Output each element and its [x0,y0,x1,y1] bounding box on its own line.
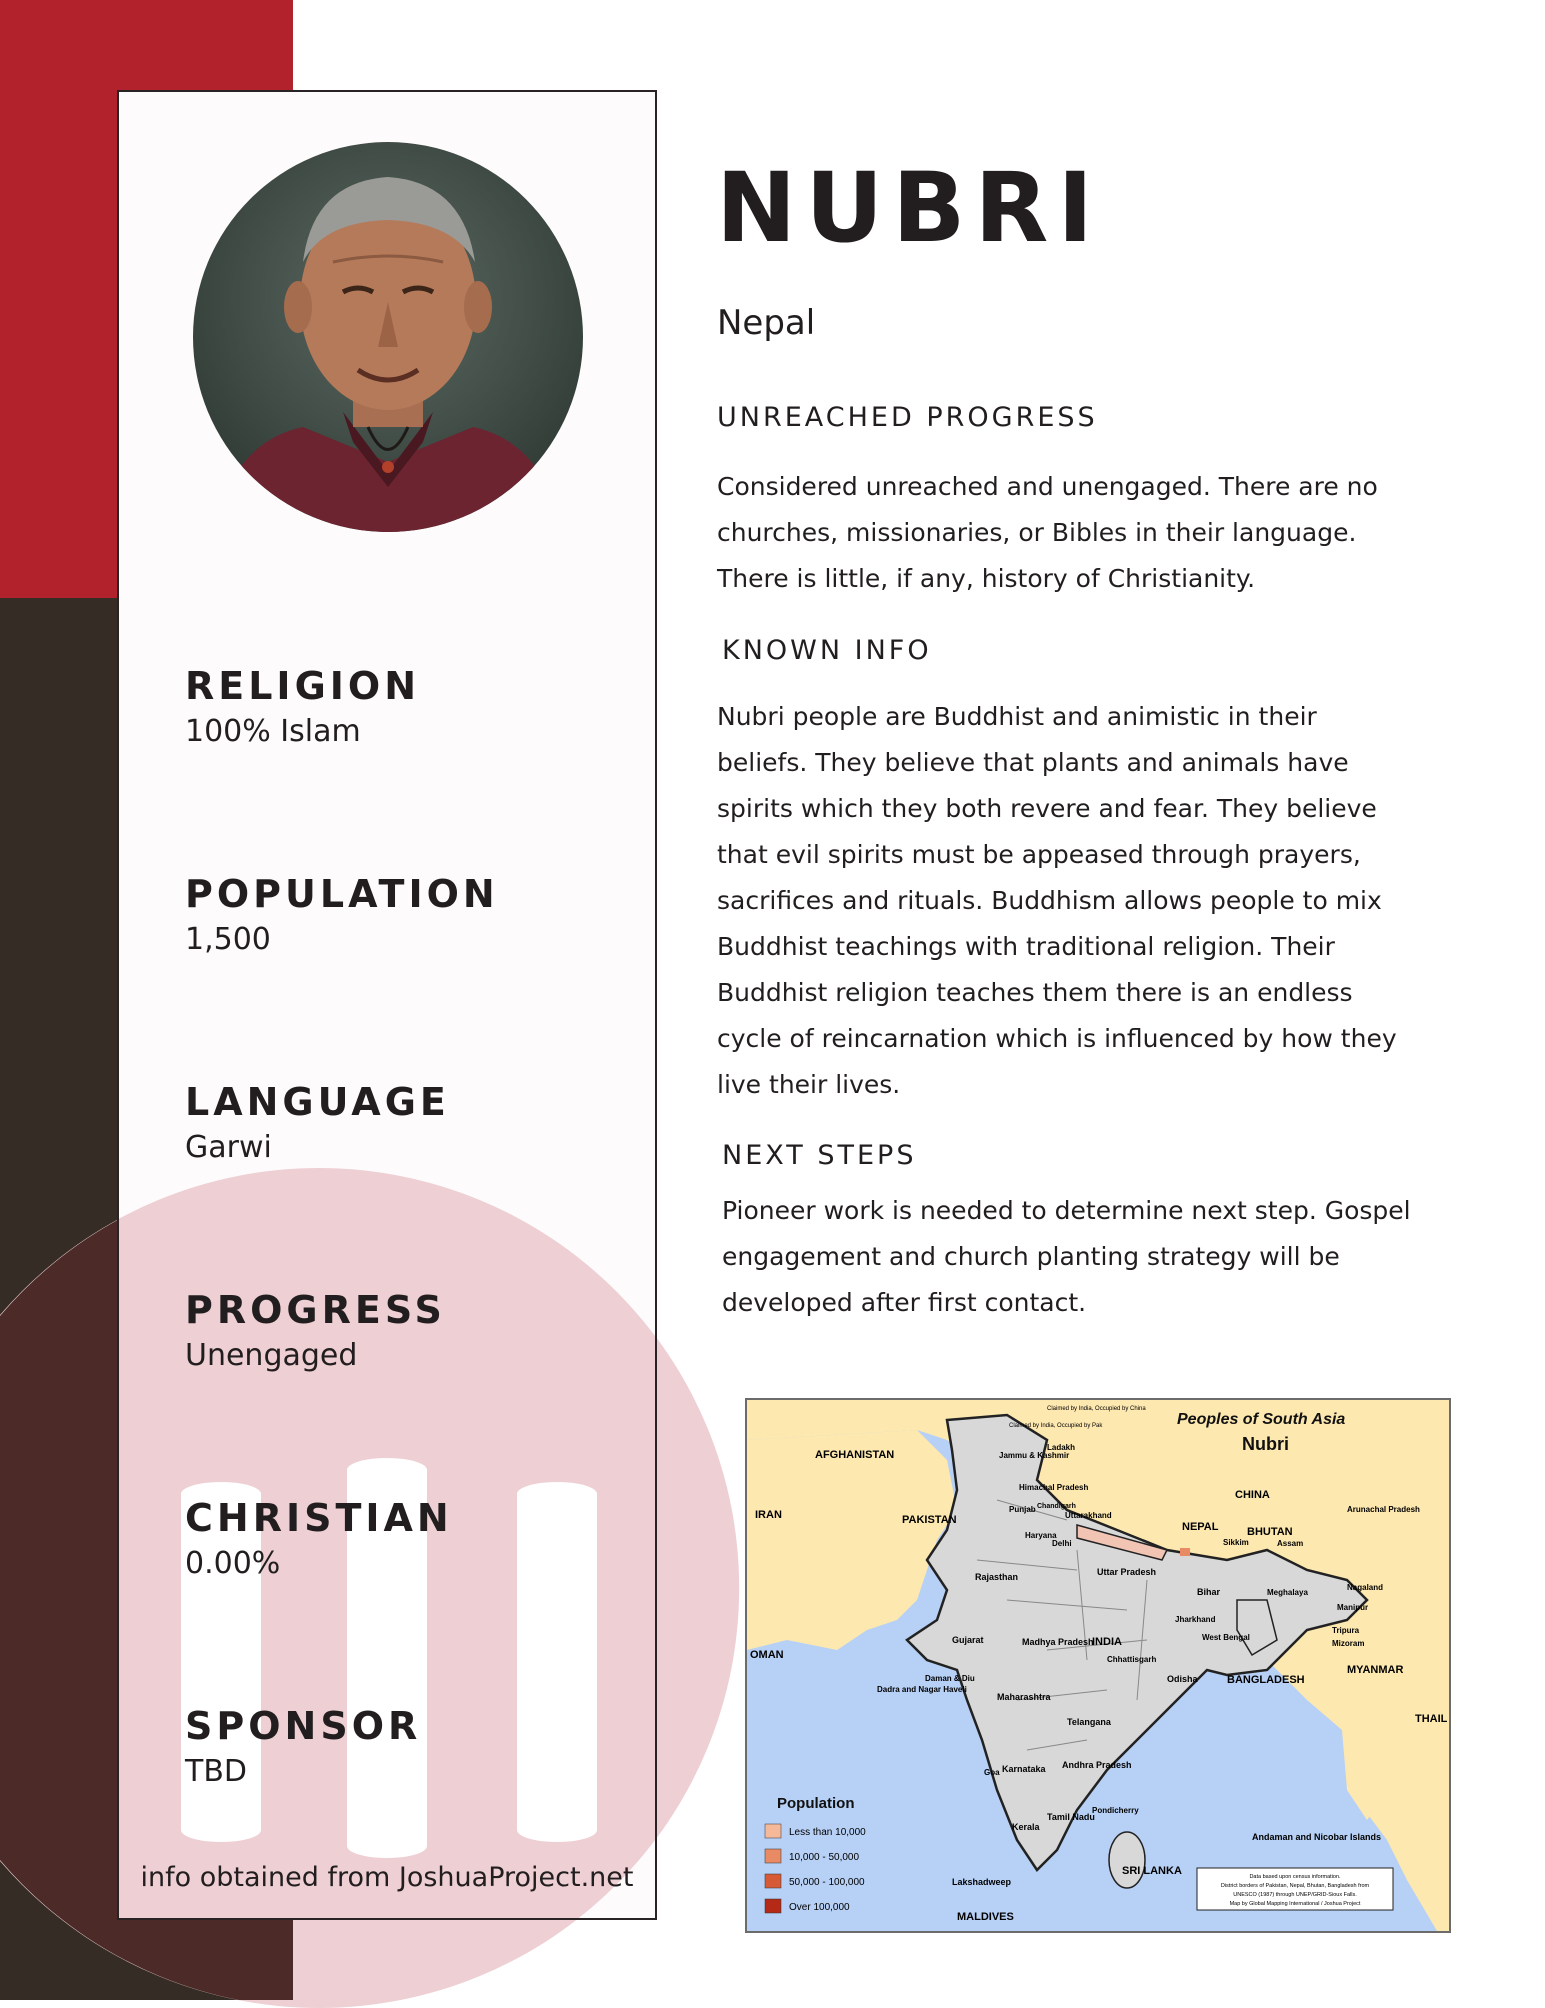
paragraph-line: spirits which they both revere and fear. They believe [717,794,1377,823]
stat-progress [185,1288,446,1373]
map-label: Delhi [1052,1539,1072,1548]
paragraph-line: Nubri people are Buddhist and animistic in their [717,702,1317,731]
stat-religion [185,664,420,749]
map-label: Karnataka [1002,1764,1046,1774]
page-title: NUBRI [716,152,1103,264]
map-label: Daman & Diu [925,1674,975,1683]
map-label: Claimed by India, Occupied by China [1047,1406,1146,1412]
map-label: Sikkim [1223,1538,1249,1547]
map-subtitle: Nubri [1242,1434,1289,1454]
map-label: Madhya Pradesh [1022,1637,1094,1647]
source-credit: info obtained from JoshuaProject.net [140,1862,634,1893]
stat-christian [185,1496,453,1581]
map-label: Pondicherry [1092,1806,1139,1815]
legend-swatch [765,1824,781,1838]
profile-card [117,90,657,1920]
map-label: Jammu & Kashmir [999,1451,1070,1460]
map-graphic [747,1400,1449,1931]
map-label: BANGLADESH [1227,1674,1305,1686]
map-label: OMAN [750,1649,784,1661]
paragraph-line: beliefs. They believe that plants and animals have [717,748,1349,777]
heading-next-steps: NEXT STEPS [722,1140,917,1171]
map-label: Himachal Pradesh [1019,1483,1089,1492]
paragraph-line: Considered unreached and unengaged. There are no [717,472,1378,501]
map-source-note [1197,1868,1393,1910]
stat-value: Unengaged [185,1338,358,1373]
stat-value: 100% Islam [185,714,361,749]
paragraph-line: developed after first contact. [722,1288,1087,1317]
decorative-pill [517,1482,597,1842]
map-label: Mizoram [1332,1639,1365,1648]
map-label: Nagaland [1347,1583,1384,1592]
stat-population [185,872,499,957]
portrait-photo [193,142,583,532]
map-label: Kerala [1012,1822,1040,1832]
legend-label: Less than 10,000 [789,1827,866,1838]
paragraph-line: engagement and church planting strategy will be [722,1242,1340,1271]
legend-label: Over 100,000 [789,1902,850,1913]
map-label: IRAN [755,1509,782,1521]
map-label: Jharkhand [1175,1615,1216,1624]
paragraph-line: churches, missionaries, or Bibles in their language. [717,518,1357,547]
map-label: Rajasthan [975,1572,1019,1582]
map-label: Tamil Nadu [1047,1812,1095,1822]
map-label: SRI LANKA [1122,1865,1182,1877]
paragraph-line: that evil spirits must be appeased through prayers, [717,840,1361,869]
stat-label: RELIGION [185,664,421,708]
map-label: Chhattisgarh [1107,1655,1157,1664]
stat-label: CHRISTIAN [185,1496,453,1540]
source-note-line: UNESCO (1987) through UNEP/GRID-Sioux Falls. [1233,1892,1357,1898]
paragraph-next-steps [722,1188,1422,1326]
map-label: Uttarakhand [1065,1511,1112,1520]
map-label: THAIL [1415,1713,1448,1725]
map-label: Meghalaya [1267,1588,1308,1597]
source-note-line: Data based upon census information. [1249,1874,1341,1880]
map-label: West Bengal [1202,1633,1250,1642]
map-label: MALDIVES [957,1911,1014,1923]
stat-language [185,1080,450,1165]
map-label: Gujarat [952,1635,984,1645]
paragraph-line: live their lives. [717,1070,901,1099]
legend-swatch [765,1874,781,1888]
map-label: CHINA [1235,1489,1270,1501]
map-label: Ladakh [1047,1443,1076,1452]
map-label: Andaman and Nicobar Islands [1252,1832,1382,1842]
map-label: Andhra Pradesh [1062,1760,1132,1770]
stat-value: Garwi [185,1130,272,1165]
stat-label: LANGUAGE [185,1080,450,1124]
legend-label: 10,000 - 50,000 [789,1852,860,1863]
paragraph-line: Buddhist teachings with traditional religion. Their [717,932,1335,961]
paragraph-line: cycle of reincarnation which is influenced by how they [717,1024,1397,1053]
map-label: Manipur [1337,1603,1369,1612]
source-note-line: Map by Global Mapping International / Joshua Project [1229,1901,1361,1907]
map-label: Telangana [1067,1717,1111,1727]
stat-value: 1,500 [185,922,271,957]
stat-label: SPONSOR [185,1704,422,1748]
map-label: Dadra and Nagar Haveli [877,1685,967,1694]
map-label: NEPAL [1182,1521,1219,1533]
stat-sponsor [185,1704,421,1789]
map-label: Odisha [1167,1674,1198,1684]
stat-label: PROGRESS [185,1288,446,1332]
paragraph-line: Buddhist religion teaches them there is an endless [717,978,1353,1007]
map-title: Peoples of South Asia [1177,1411,1346,1428]
map-label: Punjab [1009,1505,1036,1514]
legend-swatch [765,1899,781,1913]
map-label: Arunachal Pradesh [1347,1505,1420,1514]
stat-value: TBD [185,1754,248,1789]
south-asia-map [745,1398,1451,1933]
map-label: Assam [1277,1539,1304,1548]
source-note-line: District borders of Pakistan, Nepal, Bhutan, Bangladesh from [1220,1883,1370,1889]
map-label: Goa [984,1768,1000,1777]
map-label: MYANMAR [1347,1664,1404,1676]
country-name: Nepal [717,303,816,343]
stat-value: 0.00% [185,1546,281,1581]
map-label: AFGHANISTAN [815,1449,895,1461]
legend-title: Population [777,1795,855,1812]
elderly-man-portrait-icon [193,142,583,532]
map-label: BHUTAN [1247,1526,1293,1538]
stat-label: POPULATION [185,872,499,916]
map-label: Claimed by India, Occupied by Pak [1009,1423,1103,1429]
legend-swatch [765,1849,781,1863]
map-label: Uttar Pradesh [1097,1567,1157,1577]
map-label: Haryana [1025,1531,1057,1540]
map-label: INDIA [1092,1636,1122,1648]
map-label: Tripura [1332,1626,1360,1635]
map-label: Lakshadweep [952,1877,1012,1887]
paragraph-unreached-progress [717,464,1417,602]
paragraph-line: Pioneer work is needed to determine next step. Gospel [722,1196,1411,1225]
map-label: Chandigarh [1037,1503,1076,1510]
map-label: PAKISTAN [902,1514,957,1526]
paragraph-known-info [717,694,1417,1108]
heading-unreached-progress: UNREACHED PROGRESS [717,402,1098,433]
map-label: Maharashtra [997,1692,1051,1702]
map-label: Bihar [1197,1587,1221,1597]
paragraph-line: sacrifices and rituals. Buddhism allows people to mix [717,886,1382,915]
heading-known-info: KNOWN INFO [722,635,932,666]
legend-label: 50,000 - 100,000 [789,1877,865,1888]
paragraph-line: There is little, if any, history of Christianity. [717,564,1256,593]
